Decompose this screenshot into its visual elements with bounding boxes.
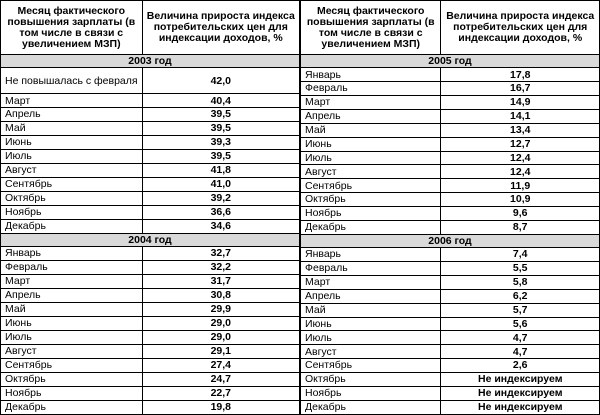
month-cell: Июль [301,331,441,345]
month-cell: Ноябрь [1,205,143,219]
month-cell: Ноябрь [1,386,143,400]
value-cell: 39,5 [142,122,299,136]
month-cell: Ноябрь [301,207,441,221]
table-row [301,109,600,123]
value-cell: 5,7 [441,303,600,317]
month-cell: Май [301,303,441,317]
table-row [1,136,300,150]
value-cell: 32,7 [142,247,299,261]
table-row [1,122,300,136]
month-cell: Декабрь [301,220,441,234]
table-row [301,193,600,207]
year-label-2006: 2006 год [301,234,600,247]
header-value: Величина прироста индекса потребительских цен для индексации доходов, % [142,1,299,55]
month-cell: Февраль [301,262,441,276]
value-cell: 39,5 [142,108,299,122]
month-cell: Июнь [1,136,143,150]
value-cell: 32,2 [142,261,299,275]
month-cell: Сентябрь [1,178,143,192]
value-cell: 19,8 [142,400,299,414]
table-row [1,219,300,233]
month-cell: Апрель [1,289,143,303]
table-row [301,123,600,137]
value-cell: Не индексируем [441,373,600,387]
value-cell: 34,6 [142,219,299,233]
value-cell: 39,2 [142,191,299,205]
month-cell: Декабрь [1,400,143,414]
month-cell: Март [301,275,441,289]
month-cell: Июнь [301,317,441,331]
table-row [301,165,600,179]
month-cell: Апрель [301,109,441,123]
value-cell: 39,3 [142,136,299,150]
month-cell: Январь [301,68,441,82]
year-row [301,55,600,68]
table-row [1,94,300,108]
month-cell: Январь [301,248,441,262]
value-cell: 4,7 [441,331,600,345]
header-row [301,1,600,55]
value-cell: 12,4 [441,165,600,179]
month-cell: Апрель [1,108,143,122]
month-cell: Август [301,345,441,359]
value-cell: 12,4 [441,151,600,165]
table-row [1,261,300,275]
year-row [1,55,300,68]
table-row [301,289,600,303]
value-cell: 29,0 [142,330,299,344]
value-cell: 14,1 [441,109,600,123]
table-row [301,82,600,96]
value-cell: 10,9 [441,193,600,207]
value-cell: 17,8 [441,68,600,82]
table-row [301,96,600,110]
value-cell: Не индексируем [441,400,600,414]
month-cell: Июль [1,150,143,164]
table-row [301,262,600,276]
table-row [1,108,300,122]
table-row [301,386,600,400]
header-row [1,1,300,55]
table-row [1,372,300,386]
table-row [1,178,300,192]
header-month: Месяц фактического повышения зарплаты (в том числе в связи с увеличением МЗП) [1,1,143,55]
table-row [1,275,300,289]
month-cell: Октябрь [301,193,441,207]
value-cell: 22,7 [142,386,299,400]
value-cell: 5,6 [441,317,600,331]
table-row [301,68,600,82]
month-cell: Октябрь [301,373,441,387]
month-cell: Март [301,96,441,110]
value-cell: 29,9 [142,303,299,317]
value-cell: 27,4 [142,358,299,372]
table-row [301,179,600,193]
table-row [301,220,600,234]
table-row [301,331,600,345]
value-cell: 5,8 [441,275,600,289]
value-cell: 29,1 [142,344,299,358]
value-cell: 4,7 [441,345,600,359]
month-cell: Июль [301,151,441,165]
month-cell: Апрель [301,289,441,303]
value-cell: 36,6 [142,205,299,219]
table-row [301,207,600,221]
table-2005-2006 [300,0,600,415]
month-cell: Декабрь [301,400,441,414]
month-cell: Не повышалась с февраля [1,68,143,94]
table-row [1,191,300,205]
year-label-2004: 2004 год [1,233,300,246]
month-cell: Ноябрь [301,386,441,400]
year-row [1,233,300,246]
table-row [1,164,300,178]
value-cell: 41,0 [142,178,299,192]
header-month: Месяц фактического повышения зарплаты (в том числе в связи с увеличением МЗП) [301,1,441,55]
month-cell: Октябрь [1,191,143,205]
table-row [1,386,300,400]
value-cell: 14,9 [441,96,600,110]
value-cell: 6,2 [441,289,600,303]
value-cell: 13,4 [441,123,600,137]
table-row [301,137,600,151]
value-cell: 42,0 [142,68,299,94]
table-row [301,151,600,165]
value-cell: Не индексируем [441,386,600,400]
table-row [301,275,600,289]
value-cell: 40,4 [142,94,299,108]
value-cell: 7,4 [441,248,600,262]
table-row [1,150,300,164]
month-cell: Март [1,275,143,289]
table-row [1,205,300,219]
year-row [301,234,600,247]
month-cell: Август [301,165,441,179]
table-row [301,400,600,414]
value-cell: 41,8 [142,164,299,178]
table-row [1,358,300,372]
table-row [301,248,600,262]
table-row [1,344,300,358]
month-cell: Октябрь [1,372,143,386]
month-cell: Сентябрь [301,359,441,373]
table-row [1,317,300,331]
month-cell: Май [301,123,441,137]
table-row [1,289,300,303]
month-cell: Сентябрь [301,179,441,193]
month-cell: Декабрь [1,219,143,233]
table-row [1,68,300,94]
table-row [1,303,300,317]
month-cell: Май [1,122,143,136]
value-cell: 5,5 [441,262,600,276]
table-row [1,400,300,414]
table-row [301,345,600,359]
table-row [301,317,600,331]
value-cell: 9,6 [441,207,600,221]
month-cell: Август [1,164,143,178]
month-cell: Февраль [1,261,143,275]
month-cell: Сентябрь [1,358,143,372]
value-cell: 11,9 [441,179,600,193]
month-cell: Июнь [1,317,143,331]
table-row [301,359,600,373]
value-cell: 29,0 [142,317,299,331]
value-cell: 2,6 [441,359,600,373]
value-cell: 39,5 [142,150,299,164]
table-row [1,247,300,261]
value-cell: 24,7 [142,372,299,386]
month-cell: Май [1,303,143,317]
year-label-2005: 2005 год [301,55,600,68]
month-cell: Январь [1,247,143,261]
table-row [301,373,600,387]
header-value: Величина прироста индекса потребительских цен для индексации доходов, % [441,1,600,55]
value-cell: 30,8 [142,289,299,303]
month-cell: Июль [1,330,143,344]
value-cell: 31,7 [142,275,299,289]
month-cell: Февраль [301,82,441,96]
month-cell: Июнь [301,137,441,151]
value-cell: 16,7 [441,82,600,96]
year-label-2003: 2003 год [1,55,300,68]
month-cell: Март [1,94,143,108]
table-row [1,330,300,344]
value-cell: 12,7 [441,137,600,151]
table-row [301,303,600,317]
month-cell: Август [1,344,143,358]
value-cell: 8,7 [441,220,600,234]
